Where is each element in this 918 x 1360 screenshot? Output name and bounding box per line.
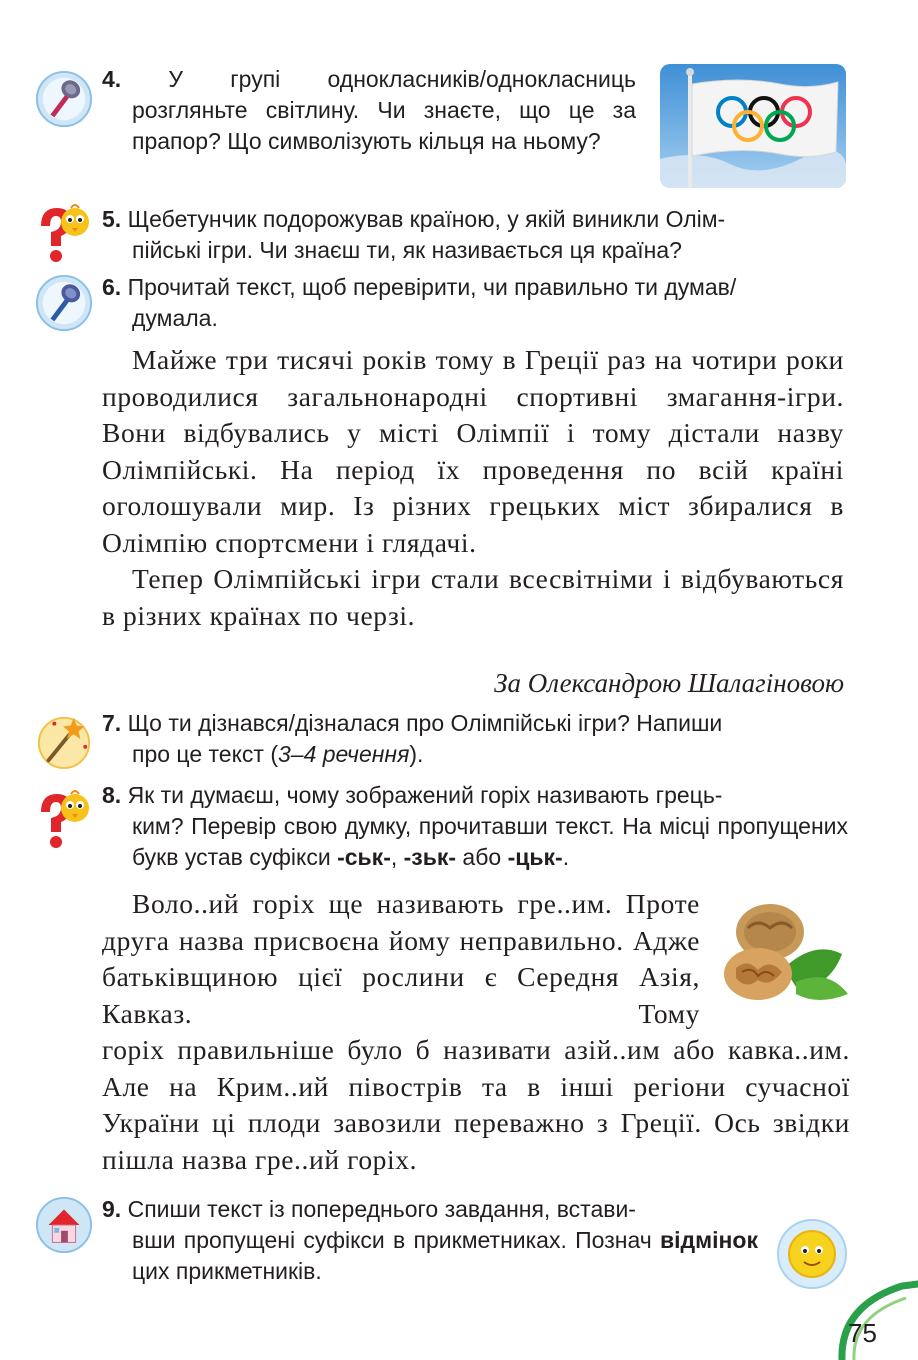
paragraph: горіх правильніше було б називати азій..им або кавка..им. Але на Крим..ий півострів та в інші регіони сучасної України ці плоди завозили переважно з Греції. Ось звідки пішла назва гре..ий горіх. <box>102 1034 850 1175</box>
task-text: , <box>390 844 404 870</box>
task-number: 8. <box>102 782 122 808</box>
task-8 <box>102 780 848 873</box>
task-4 <box>102 64 636 157</box>
page-number: 75 <box>848 1318 877 1348</box>
reading-text-walnut-bottom <box>102 1032 850 1178</box>
paragraph: Тепер Олімпійські ігри стали всесвітніми і відбуваються в різних країнах по черзі. <box>102 563 844 631</box>
task-text: ). <box>409 741 424 767</box>
task-text: Як ти думаєш, чому зображений горіх називають грець- <box>127 782 723 808</box>
house-icon <box>35 1196 93 1254</box>
task-6 <box>102 272 846 334</box>
walnut-photo <box>718 898 852 1010</box>
reading-text-walnut-top <box>102 886 700 1032</box>
task-text: ким? Перевір свою думку, прочитавши текст. На місці пропущених букв устав суфікси <box>132 813 848 870</box>
task-text-italic: 3–4 речення <box>278 741 410 767</box>
task-5 <box>102 204 846 266</box>
chatterbox-bird-question-icon <box>35 200 95 266</box>
task-text: про це текст ( <box>132 741 278 767</box>
chatterbox-bird-question-icon <box>35 786 95 852</box>
task-text: або <box>456 844 508 870</box>
task-text: думала. <box>132 305 218 331</box>
microphone-icon <box>35 274 93 332</box>
task-text: розгляньте світлину. Чи знаєте, що це за прапор? Що символізують кільця на ньому? <box>132 97 636 154</box>
task-number: 5. <box>102 206 122 232</box>
olympic-flag-photo <box>660 64 846 188</box>
task-text: . <box>562 844 570 870</box>
reading-text-olympics <box>102 342 844 634</box>
task-number: 4. <box>102 66 122 92</box>
task-text: пійські ігри. Чи знаєш ти, як називається ця країна? <box>132 237 682 263</box>
bold-term: відмінок <box>660 1227 758 1253</box>
task-text: Що ти дізнався/дізналася про Олімпійські ігри? Напиши <box>127 710 723 736</box>
task-7 <box>102 708 846 770</box>
task-number: 7. <box>102 710 122 736</box>
task-text: вши пропущені суфікси в прикметниках. Познач <box>132 1227 660 1253</box>
task-text: У групі однокласників/однокласниць <box>168 66 636 92</box>
suffix: -зьк- <box>403 844 457 870</box>
task-number: 9. <box>102 1196 122 1222</box>
paragraph: Майже три тисячі років тому в Греції раз на чотири роки проводилися загальнонародні спортивні змагання-ігри. Вони відбувались у місті Олімпії і тому дістали назву Олімпійські. На період їх проведення по всій країні оголошували мир. Із різних грецьких міст збиралися в Олімпію спортсмени і глядачі. <box>102 344 844 558</box>
suffix: -цьк- <box>507 844 563 870</box>
microphone-icon <box>35 70 93 128</box>
task-number: 6. <box>102 274 122 300</box>
task-text: Спиши текст із попереднього завдання, встави- <box>127 1196 636 1222</box>
text-author: За Олександрою Шалагіновою <box>494 668 844 698</box>
paragraph: Воло..ий горіх ще називають гре..им. Проте друга назва присвоєна йому неправильно. Адже батьківщиною цієї рослини є Середня Азія, Кавказ. Тому <box>102 888 700 1029</box>
task-text: Щебетунчик подорожував країною, у якій виникли Олім- <box>127 206 726 232</box>
task-text: Прочитай текст, щоб перевірити, чи правильно ти думав/ <box>127 274 737 300</box>
magic-wand-icon <box>35 712 93 770</box>
task-text: цих прикметників. <box>132 1258 322 1284</box>
suffix: -ськ- <box>337 844 391 870</box>
task-9 <box>102 1194 758 1287</box>
